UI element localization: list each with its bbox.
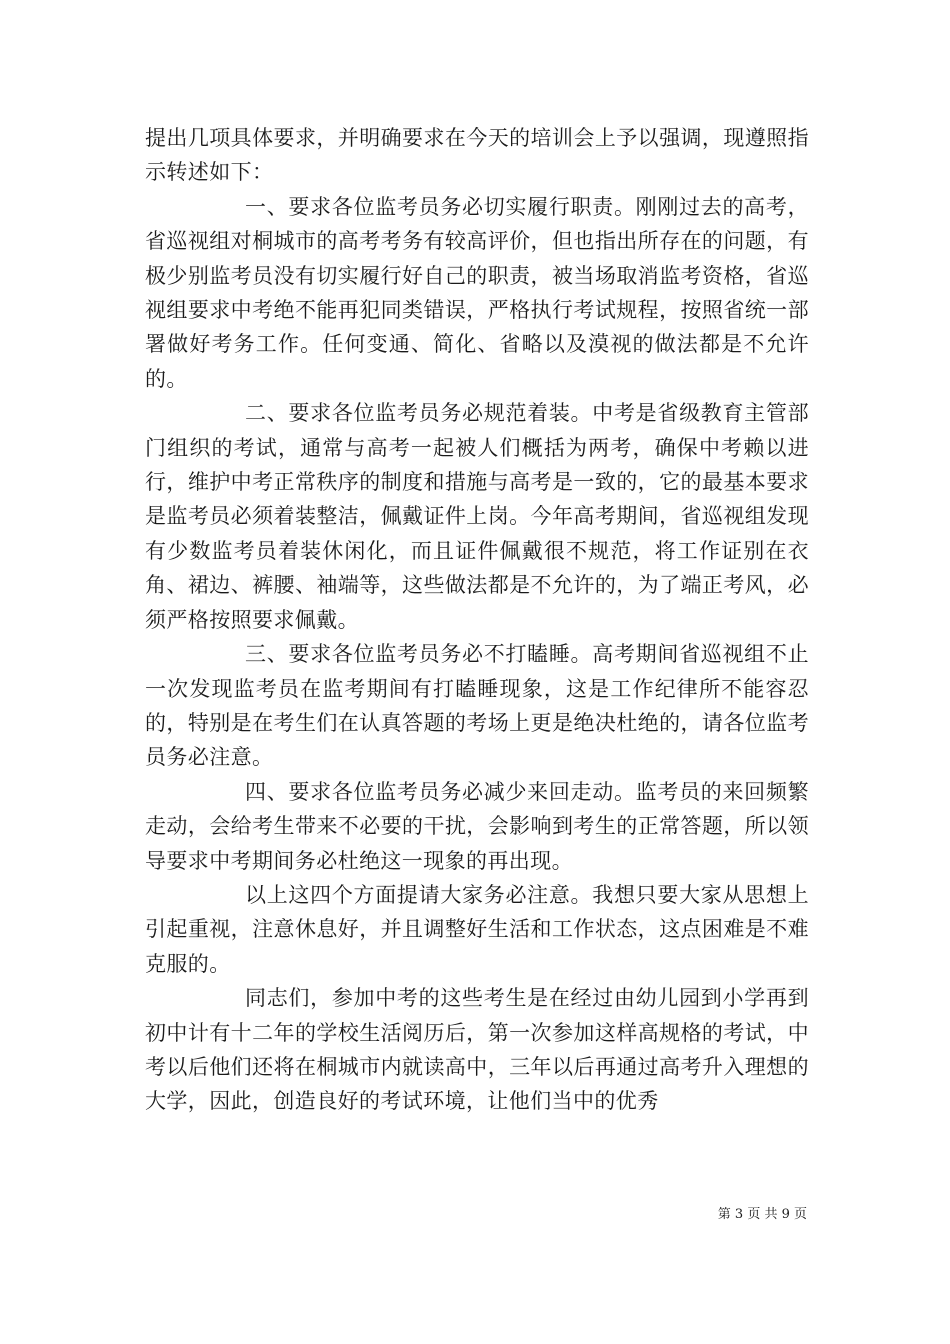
page-number-footer: 第 3 页 共 9 页 xyxy=(717,1207,807,1222)
paragraph-requirement-1: 一、要求各位监考员务必切实履行职责。刚刚过去的高考，省巡视组对桐城市的高考考务有较高评价，但也指出所存在的问题，有极少别监考员没有切实履行好自己的职责，被当场取消监考资格，省巡视组要求中考绝不能再犯同类错误，严格执行考试规程，按照省统一部署做好考务工作。任何变通、简化、省略以及漠视的做法都是不允许的。 xyxy=(145,194,809,391)
document-body xyxy=(145,121,809,1119)
paragraph-requirement-3: 三、要求各位监考员务必不打瞌睡。高考期间省巡视组不止一次发现监考员在监考期间有打瞌睡现象，这是工作纪律所不能容忍的，特别是在考生们在认真答题的考场上更是绝决杜绝的，请各位监考员务必注意。 xyxy=(145,642,809,770)
paragraph-requirement-2: 二、要求各位监考员务必规范着装。中考是省级教育主管部门组织的考试，通常与高考一起被人们概括为两考，确保中考赖以进行，维护中考正常秩序的制度和措施与高考是一致的，它的最基本要求是监考员必须着装整洁，佩戴证件上岗。今年高考期间，省巡视组发现有少数监考员着装休闲化，而且证件佩戴很不规范，将工作证别在衣角、裙边、裤腰、袖端等，这些做法都是不允许的，为了端正考风，必须严格按照要求佩戴。 xyxy=(145,401,809,632)
paragraph-requirement-4: 四、要求各位监考员务必减少来回走动。监考员的来回频繁走动，会给考生带来不必要的干扰，会影响到考生的正常答题，所以领导要求中考期间务必杜绝这一现象的再出现。 xyxy=(145,779,809,873)
paragraph-summary: 以上这四个方面提请大家务必注意。我想只要大家从思想上引起重视，注意休息好，并且调整好生活和工作状态，这点困难是不难克服的。 xyxy=(145,882,809,976)
paragraph-closing: 同志们，参加中考的这些考生是在经过由幼儿园到小学再到初中计有十二年的学校生活阅历后，第一次参加这样高规格的考试，中考以后他们还将在桐城市内就读高中，三年以后再通过高考升入理想的大学，因此，创造良好的考试环境，让他们当中的优秀 xyxy=(145,986,809,1114)
paragraph-continuation: 提出几项具体要求，并明确要求在今天的培训会上予以强调，现遵照指示转述如下： xyxy=(145,126,809,185)
